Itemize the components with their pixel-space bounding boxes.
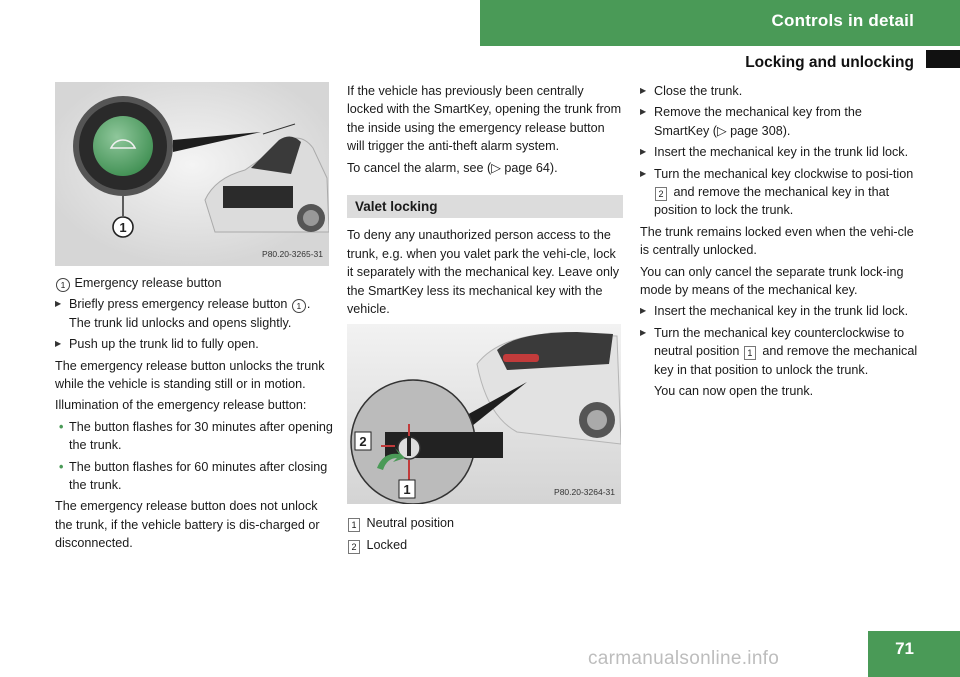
section-title: Controls in detail	[771, 11, 914, 30]
trunk-lock-photo	[347, 324, 621, 504]
trunk-lock-illustration	[347, 324, 621, 504]
photo-label-1: 1	[403, 482, 411, 498]
legend-text: Emergency release button	[74, 276, 222, 290]
trunk-emergency-release-photo	[55, 82, 329, 266]
page-ref-icon: ▷	[491, 160, 501, 175]
paragraph: To cancel the alarm, see (▷ page 64).	[347, 160, 558, 175]
page-number-box	[868, 631, 960, 677]
photo-callout-1: 1	[119, 220, 127, 235]
page-ref-icon: ▷	[716, 123, 727, 138]
step-close-trunk: ▶ Close the trunk.	[640, 82, 918, 100]
paragraph: The emergency release button unlocks the trunk while the vehicle is standing still or in motion.	[55, 358, 325, 392]
column-3	[640, 82, 918, 404]
step-insert-key-2: ▶ Insert the mechanical key in the trunk lid lock.	[640, 302, 918, 320]
column-2	[347, 82, 623, 557]
section-heading: Valet locking	[347, 195, 623, 218]
column-1	[55, 82, 333, 556]
trunk-release-illustration	[55, 82, 329, 266]
inline-number: 1	[292, 299, 306, 313]
legend-emergency-release	[55, 274, 333, 292]
step-press-button: ▶ Briefly press emergency release button 1 . The trunk lid unlocks and opens slightly.	[55, 295, 333, 332]
legend-number: 2	[348, 540, 360, 554]
paragraph: The emergency release button does not unlock the trunk, if the vehicle battery is dis-charged or disconnected.	[55, 499, 320, 551]
legend-number: 1	[348, 518, 360, 532]
header-band	[480, 0, 960, 46]
paragraph: You can only cancel the separate trunk lock-ing mode by means of the mechanical key.	[640, 264, 904, 298]
step-remove-key: ▶ Remove the mechanical key from the SmartKey (▷ page 308).	[640, 103, 918, 140]
section-tab-marker	[926, 50, 960, 68]
legend-neutral: 1 Neutral position	[347, 514, 623, 532]
step-turn-clockwise: ▶ Turn the mechanical key clockwise to posi-tion 2 and remove the mechanical key in that position to lock the trunk.	[640, 165, 918, 220]
step-turn-counterclockwise: ▶ Turn the mechanical key counterclockwise to neutral position 1 and remove the mechanical key in that position to unlock the trunk. You can now open the trunk.	[640, 324, 918, 401]
paragraph: The trunk remains locked even when the vehi-cle is centrally unlocked.	[640, 224, 914, 258]
legend-locked: 2 Locked	[347, 536, 623, 554]
inline-number: 1	[744, 346, 756, 360]
paragraph: If the vehicle has previously been centrally locked with the SmartKey, opening the trunk from the inside using the emergency release button will trigger the anti-theft alarm system.	[347, 84, 622, 154]
step-push-lid: ▶ Push up the trunk lid to fully open.	[55, 335, 333, 353]
paragraph: To deny any unauthorized person access to the trunk, e.g. when you valet park the vehi-cle, lock it separately with the mechanical key. Leave only the SmartKey less its mechanical key with the vehicle.	[347, 228, 620, 317]
step-result: The trunk lid unlocks and opens slightly.	[69, 315, 292, 330]
photo-code: P80.20-3265-31	[262, 248, 323, 259]
photo-code: P80.20-3264-31	[554, 487, 615, 498]
step-result: You can now open the trunk.	[654, 384, 814, 399]
bullet-item: • The button flashes for 60 minutes after closing the trunk.	[55, 458, 333, 495]
photo-label-2: 2	[359, 434, 367, 450]
bullet-item: • The button flashes for 30 minutes after opening the trunk.	[55, 418, 333, 455]
watermark: carmanualsonline.info	[588, 648, 780, 669]
page-number: 71	[895, 639, 914, 658]
paragraph: Illumination of the emergency release button:	[55, 398, 307, 413]
step-insert-key: ▶ Insert the mechanical key in the trunk lid lock.	[640, 143, 918, 161]
inline-number: 2	[655, 187, 667, 201]
page-subtitle: Locking and unlocking	[745, 54, 914, 71]
legend-number: 1	[56, 278, 70, 292]
